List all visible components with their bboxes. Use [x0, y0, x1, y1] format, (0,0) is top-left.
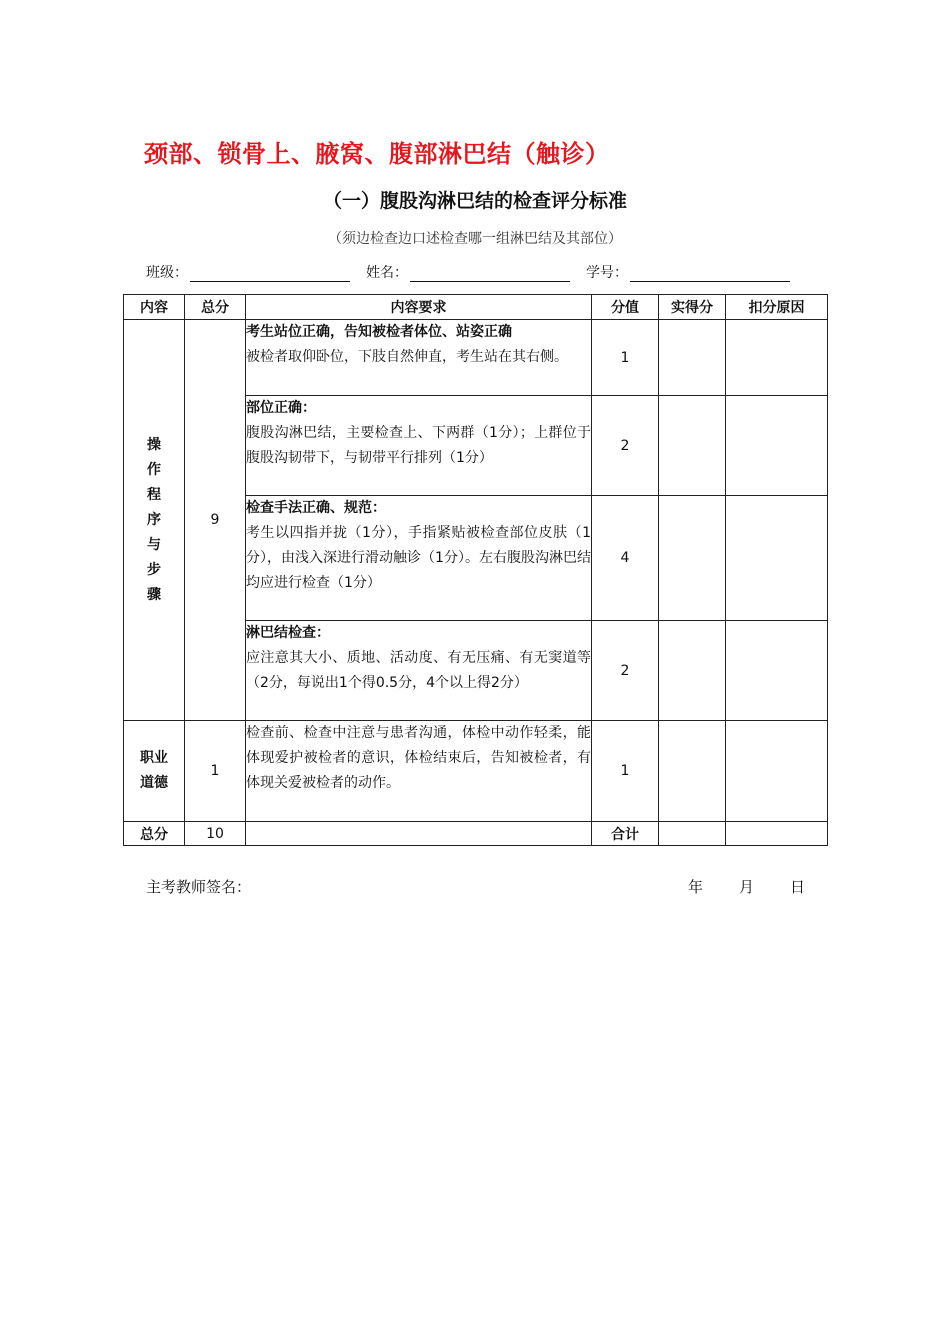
year-label: 年 — [688, 878, 704, 896]
requirement-text: 应注意其大小、质地、活动度、有无压痛、有无窦道等（2分，每说出1个得0.5分，4个以上得2分） — [246, 650, 591, 691]
name-label: 姓名： — [366, 265, 408, 281]
student-id-field — [586, 262, 790, 282]
requirement-heading: 部位正确： — [246, 400, 316, 416]
requirement-cell — [246, 320, 592, 396]
points-cell: 2 — [592, 621, 659, 721]
day-label: 日 — [790, 878, 806, 896]
requirement-heading: 考生站位正确，告知被检者体位、站姿正确 — [246, 324, 512, 340]
header-deduction-reason: 扣分原因 — [726, 295, 828, 320]
earned-cell[interactable] — [659, 396, 726, 496]
header-points: 分值 — [592, 295, 659, 320]
requirement-cell — [246, 396, 592, 496]
sum-label: 合计 — [592, 822, 659, 846]
class-label: 班级： — [146, 265, 188, 281]
name-blank[interactable] — [410, 265, 570, 282]
requirement-cell — [246, 621, 592, 721]
requirement-cell — [246, 721, 592, 822]
student-id-label: 学号： — [586, 265, 628, 281]
requirement-text: 检查前、检查中注意与患者沟通，体检中动作轻柔，能体现爱护被检者的意识，体检结束后，告知被检者，有体现关爱被检者的动作。 — [246, 725, 591, 791]
header-total: 总分 — [185, 295, 246, 320]
sum-deduction-cell[interactable] — [726, 822, 828, 846]
earned-cell[interactable] — [659, 320, 726, 396]
class-field — [146, 262, 350, 282]
requirement-cell — [246, 496, 592, 621]
earned-cell[interactable] — [659, 496, 726, 621]
earned-cell[interactable] — [659, 721, 726, 822]
total-row — [124, 822, 828, 846]
requirement-text: 被检者取仰卧位，下肢自然伸直，考生站在其右侧。 — [246, 349, 568, 365]
table-row — [124, 721, 828, 822]
instruction-note: （须边检查边口述检查哪一组淋巴结及其部位） — [328, 231, 622, 247]
page-title: 颈部、锁骨上、腋窝、腹部淋巴结（触诊） — [144, 140, 610, 168]
deduction-cell[interactable] — [726, 396, 828, 496]
header-content: 内容 — [124, 295, 185, 320]
section-title: （一）腹股沟淋巴结的检查评分标准 — [322, 190, 627, 212]
points-cell: 4 — [592, 496, 659, 621]
requirement-text: 腹股沟淋巴结，主要检查上、下两群（1分）；上群位于腹股沟韧带下，与韧带平行排列（1分） — [246, 425, 591, 466]
points-cell: 2 — [592, 396, 659, 496]
name-field — [366, 262, 570, 282]
total-value: 10 — [185, 822, 246, 846]
earned-cell[interactable] — [659, 621, 726, 721]
deduction-cell[interactable] — [726, 721, 828, 822]
date-fields — [688, 876, 805, 897]
examiner-signature-label: 主考教师签名： — [146, 878, 252, 896]
table-header-row — [124, 295, 828, 320]
total-empty-cell — [246, 822, 592, 846]
deduction-cell[interactable] — [726, 621, 828, 721]
total-label: 总分 — [124, 822, 185, 846]
class-blank[interactable] — [190, 265, 350, 282]
requirement-heading: 检查手法正确、规范： — [246, 500, 386, 516]
sum-earned-cell[interactable] — [659, 822, 726, 846]
deduction-cell[interactable] — [726, 496, 828, 621]
requirement-text: 考生以四指并拢（1分），手指紧贴被检查部位皮肤（1分），由浅入深进行滑动触诊（1分）。左右腹股沟淋巴结均应进行检查（1分） — [246, 525, 591, 591]
points-cell: 1 — [592, 721, 659, 822]
section-procedure-total: 9 — [185, 320, 246, 721]
requirement-heading: 淋巴结检查： — [246, 625, 330, 641]
section-ethics-label: 职业 道德 — [124, 721, 185, 822]
student-id-blank[interactable] — [630, 265, 790, 282]
section-ethics-total: 1 — [185, 721, 246, 822]
deduction-cell[interactable] — [726, 320, 828, 396]
month-label: 月 — [739, 878, 755, 896]
header-requirements: 内容要求 — [246, 295, 592, 320]
points-cell: 1 — [592, 320, 659, 396]
header-earned: 实得分 — [659, 295, 726, 320]
student-info-row — [146, 262, 816, 282]
section-procedure-label: 操 作 程 序 与 步 骤 — [124, 320, 185, 721]
table-row — [124, 320, 828, 396]
scoring-table — [123, 294, 828, 846]
